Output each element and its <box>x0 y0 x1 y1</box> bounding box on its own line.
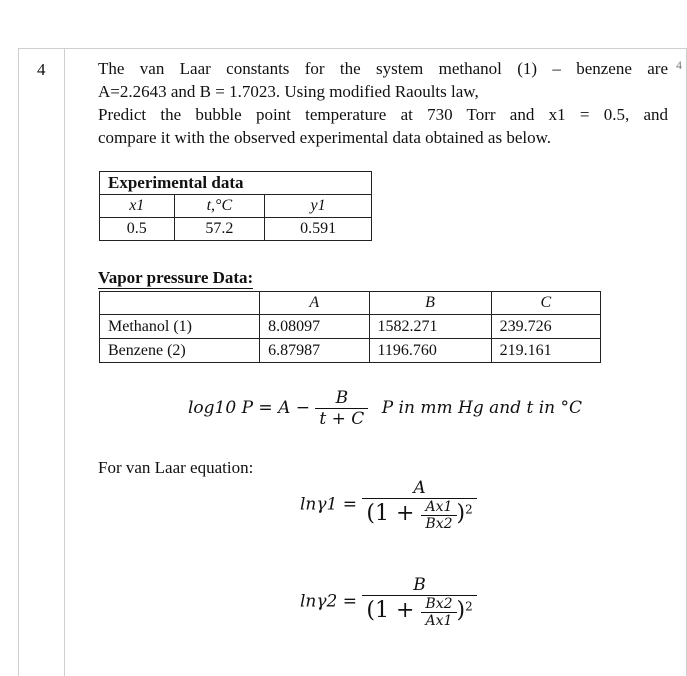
vap-header-b: B <box>369 292 491 315</box>
question-line-2: A=2.2643 and B = 1.7023. Using modified Raoults law, <box>98 82 479 101</box>
antoine-units-note: P in mm Hg and t in °C <box>381 398 583 418</box>
vap-header-c: C <box>491 292 600 315</box>
exp-header-x1: x1 <box>100 195 175 218</box>
table-row <box>100 315 601 339</box>
question-line-1: The van Laar constants for the system methanol (1) – benzene are <box>98 59 668 78</box>
experimental-data-table <box>99 171 372 241</box>
exp-header-y1: y1 <box>265 195 372 218</box>
antoine-fraction <box>315 388 368 429</box>
top-border <box>18 48 687 49</box>
antoine-numerator: B <box>315 388 368 409</box>
exp-value-t: 57.2 <box>174 218 265 241</box>
van-laar-equation-2 <box>300 575 477 629</box>
antoine-lhs: log10 P = A − <box>188 398 311 418</box>
eq2-numerator: B <box>362 575 476 596</box>
eq2-inner-den: Ax1 <box>425 613 453 629</box>
exp-value-x1: 0.5 <box>100 218 175 241</box>
vapor-pressure-table <box>99 291 601 363</box>
eq2-lhs: lnγ2 = <box>300 591 358 612</box>
eq1-inner-num: Ax1 <box>421 499 456 516</box>
eq1-lhs: lnγ1 = <box>300 494 358 515</box>
vapor-pressure-title: Vapor pressure Data: <box>98 268 254 287</box>
van-laar-label: For van Laar equation: <box>98 458 254 477</box>
vap-row2-c: 219.161 <box>491 339 600 363</box>
eq1-inner-fraction <box>421 499 456 532</box>
vap-row1-a: 8.08097 <box>260 315 369 339</box>
question-number: 4 <box>37 60 46 79</box>
vap-row2-name: Benzene (2) <box>100 339 260 363</box>
antoine-denominator: t + C <box>319 409 365 429</box>
vap-row2-a: 6.87987 <box>260 339 369 363</box>
eq1-denominator: (1 + $\frac{Ax1}{Bx2}$ )$^2$ <box>366 499 473 532</box>
vap-row1-c: 239.726 <box>491 315 600 339</box>
exp-header-t: t,°C <box>174 195 265 218</box>
vap-row1-name: Methanol (1) <box>100 315 260 339</box>
exp-value-y1: 0.591 <box>265 218 372 241</box>
eq1-inner-den: Bx2 <box>425 516 453 532</box>
vap-row2-b: 1196.760 <box>369 339 491 363</box>
vap-row1-b: 1582.271 <box>369 315 491 339</box>
next-column-fragment: 4 <box>676 58 682 72</box>
experimental-title: Experimental data <box>100 172 372 195</box>
eq2-fraction <box>362 575 476 629</box>
eq1-fraction <box>362 478 476 532</box>
eq1-numerator: A <box>362 478 476 499</box>
antoine-equation <box>188 388 582 429</box>
table-row <box>100 339 601 363</box>
question-line-4: compare it with the observed experimental data obtained as below. <box>98 128 552 147</box>
eq2-inner-fraction <box>421 596 456 629</box>
vap-header-blank <box>100 292 260 315</box>
question-line-3: Predict the bubble point temperature at 730 Torr and x1 = 0.5, and <box>98 105 668 124</box>
eq2-denominator: (1 + $\frac{Bx2}{Ax1}$ )$^2$ <box>366 596 473 629</box>
question-text <box>98 57 668 149</box>
number-column-border <box>64 48 65 676</box>
left-border <box>18 48 19 676</box>
eq2-inner-num: Bx2 <box>421 596 456 613</box>
van-laar-equation-1 <box>300 478 477 532</box>
vap-header-a: A <box>260 292 369 315</box>
